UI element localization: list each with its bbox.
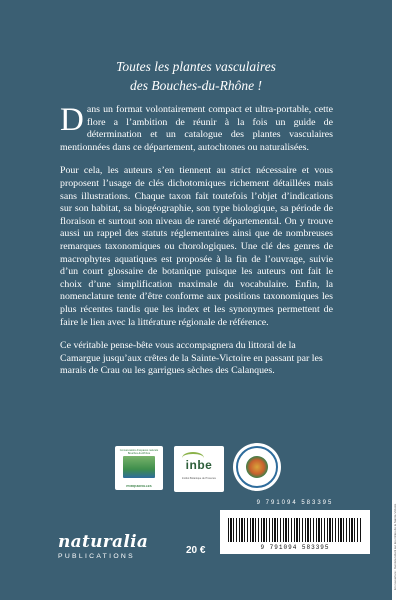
inbe-logo-word: inbe [185, 458, 213, 472]
paragraph-intro-text: ans un format volontairement compact et ultra-portable, cette flore a l’ambition de réunir à la fois un guide de détermination et un catalogue des plantes vasculaires mentionnées dans ce département, autochtones ou naturalisées. [60, 104, 333, 153]
barcode-bars [228, 518, 362, 542]
partner-logos [0, 440, 392, 500]
headline-line-2: des Bouches-du-Rhône ! [130, 78, 262, 93]
society-seal-icon [233, 443, 281, 491]
barcode [220, 510, 370, 554]
inbe-logo-subtitle: Institut Botanique de Provence [181, 477, 217, 480]
paragraph-closing: Ce véritable pense-bête vous accompagnera du littoral de la Camargue jusqu’aux crêtes de la Sainte-Victoire en passant par les marais de Crau ou les garrigues sèches des Calanques. [60, 340, 323, 377]
price-label: 20 € [186, 545, 206, 556]
side-credit: En couverture : Genista lobelii sur les crêtes de la Sainte-Victoire [393, 503, 397, 590]
publisher-logo [58, 533, 148, 560]
paragraph-intro [60, 104, 333, 154]
publisher-name: naturalia [58, 532, 149, 552]
cen-logo-footer: PORQUEROLLES [126, 484, 152, 488]
description [60, 104, 333, 389]
headline [70, 57, 322, 95]
paragraph-details: Pour cela, les auteurs s’en tiennent au strict nécessaire et vous proposent l’usage de clés dichotomiques richement détaillées mais sans illustrations. Chaque taxon fait toutefois l’objet d’indications sur son habitat, sa biogéographie, son type biologique, sa période de floraison et surtout son niveau de rareté départemental. On y trouve aussi un rappel des statuts réglementaires ainsi que de nombreuses remarques taxonomiques ou chorologiques. Une clé des genres de macrophytes aquatiques est proposée à la fin de l’ouvrage, suivie d’un court glossaire de botanique puisque les auteurs ont fait le choix d’une simplification maximale du vocabulaire. Enfin, la nomenclature tente d’être conforme aux positions taxonomiques les plus récentes tandis que les index et les synonymes permettent de faire le lien avec la littérature régionale de référence. [60, 165, 333, 328]
cen-logo-caption: Conservatoire d'espaces naturels Bouches-du-Rhône [119, 449, 159, 455]
inbe-logo [174, 446, 224, 492]
drop-cap: D [60, 102, 84, 138]
headline-line-1: Toutes les plantes vasculaires [116, 59, 276, 74]
isbn-label: 9 791094 583395 [256, 500, 334, 506]
cen-logo [115, 446, 163, 490]
seal-emblem [246, 456, 268, 478]
landscape-icon [123, 456, 155, 478]
barcode-number: 9 791094 583395 [260, 544, 330, 551]
publisher-sub: PUBLICATIONS [58, 553, 135, 560]
